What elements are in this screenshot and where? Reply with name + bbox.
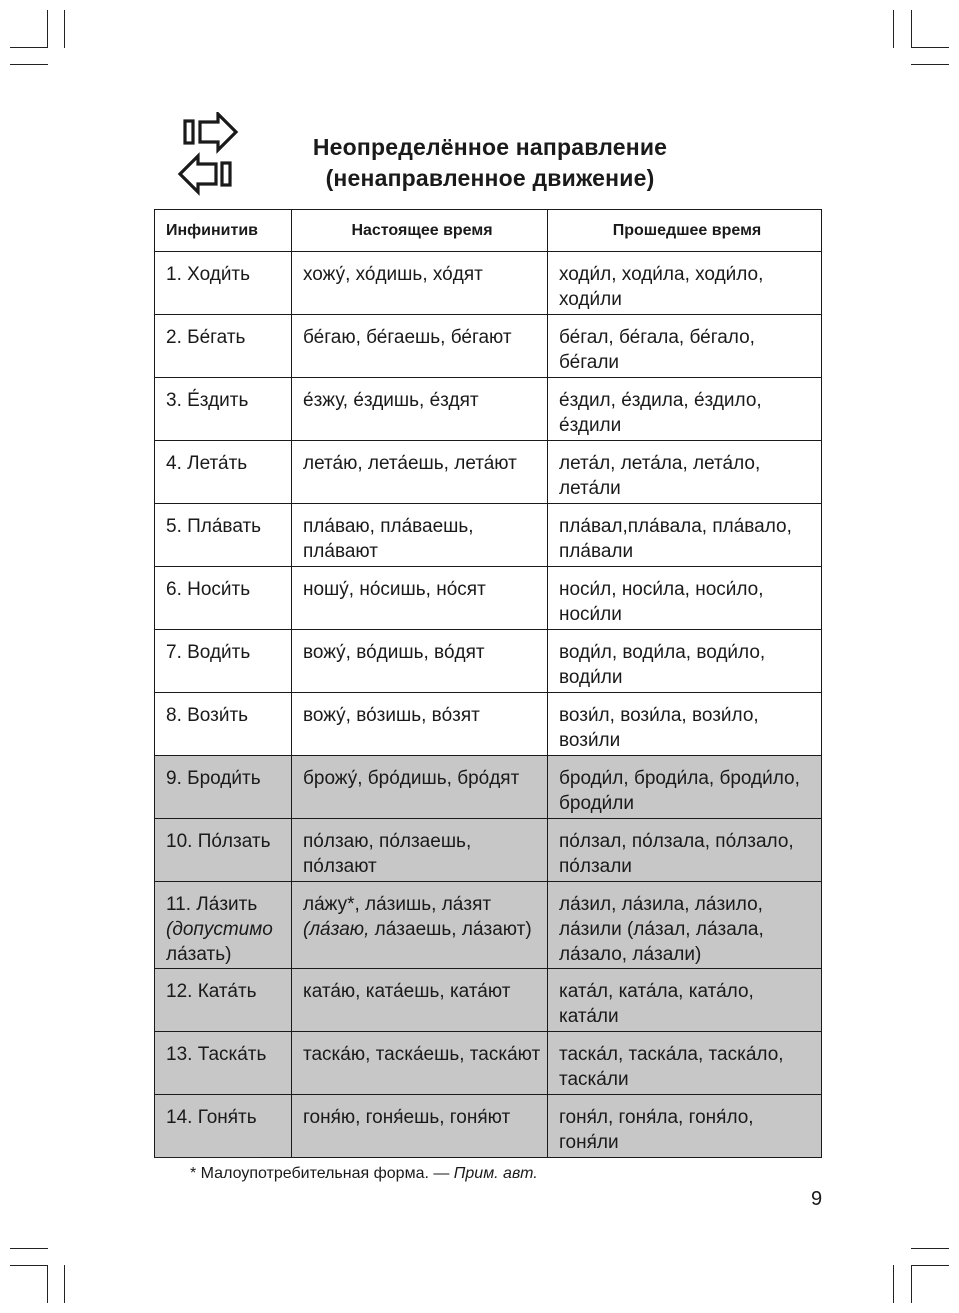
table-row	[155, 693, 822, 756]
cell-infinitive: 7. Води́ть	[155, 630, 292, 693]
header-present: Настоящее время	[292, 210, 548, 252]
cell-past: ката́л, ката́ла, ката́ло, ката́ли	[548, 969, 822, 1032]
table-row	[155, 567, 822, 630]
crop-mark	[10, 1248, 48, 1249]
header-past: Прошедшее время	[548, 210, 822, 252]
crop-mark	[911, 47, 949, 48]
cell-past: е́здил, е́здила, е́здило, е́здили	[548, 378, 822, 441]
bidirectional-arrows-icon	[176, 112, 240, 198]
present-text: ла́жу*, ла́зишь, ла́зят	[303, 894, 492, 915]
table-row	[155, 819, 822, 882]
cell-present: таска́ю, таска́ешь, таска́ют	[292, 1032, 548, 1095]
cell-past: лета́л, лета́ла, лета́ло, лета́ли	[548, 441, 822, 504]
crop-mark	[64, 1265, 65, 1303]
cell-past: таска́л, таска́ла, таска́ло, таска́ли	[548, 1032, 822, 1095]
crop-mark	[64, 10, 65, 48]
present-note: (ла́заю,	[303, 919, 370, 940]
footnote-author-note: Прим. авт.	[453, 1165, 538, 1182]
cell-past: броди́л, броди́ла, броди́ло, броди́ли	[548, 756, 822, 819]
cell-infinitive: 3. Е́здить	[155, 378, 292, 441]
cell-present: бе́гаю, бе́гаешь, бе́гают	[292, 315, 548, 378]
cell-infinitive: 13. Таска́ть	[155, 1032, 292, 1095]
cell-infinitive: 2. Бе́гать	[155, 315, 292, 378]
cell-present: ката́ю, ката́ешь, ката́ют	[292, 969, 548, 1032]
cell-infinitive: 8. Вози́ть	[155, 693, 292, 756]
cell-past: води́л, води́ла, води́ло, води́ли	[548, 630, 822, 693]
cell-past: носи́л, носи́ла, носи́ло, носи́ли	[548, 567, 822, 630]
cell-present: по́лзаю, по́лзаешь, по́лзают	[292, 819, 548, 882]
cell-infinitive: 12. Ката́ть	[155, 969, 292, 1032]
cell-past: гоня́л, гоня́ла, гоня́ло, гоня́ли	[548, 1095, 822, 1158]
crop-mark	[47, 10, 48, 48]
cell-present: брожу́, бро́дишь, бро́дят	[292, 756, 548, 819]
page-title	[260, 132, 720, 194]
crop-mark	[911, 64, 949, 65]
cell-infinitive: 10. По́лзать	[155, 819, 292, 882]
verb-conjugation-table	[154, 209, 822, 1158]
header-infinitive: Инфинитив	[155, 210, 292, 252]
page-number: 9	[811, 1188, 823, 1210]
cell-infinitive: 14. Гоня́ть	[155, 1095, 292, 1158]
table-row	[155, 504, 822, 567]
crop-mark	[893, 10, 894, 48]
cell-infinitive	[155, 882, 292, 969]
footnote-text: * Малоупотребительная форма. —	[190, 1165, 454, 1182]
cell-present: хожу́, хо́дишь, хо́дят	[292, 252, 548, 315]
crop-mark	[10, 64, 48, 65]
table-row	[155, 1032, 822, 1095]
crop-mark	[47, 1265, 48, 1303]
table-row	[155, 969, 822, 1032]
infinitive-note: (допустимо	[166, 919, 273, 940]
crop-mark	[911, 10, 912, 48]
cell-infinitive: 6. Носи́ть	[155, 567, 292, 630]
cell-present: е́зжу, е́здишь, е́здят	[292, 378, 548, 441]
cell-infinitive: 9. Броди́ть	[155, 756, 292, 819]
crop-mark	[911, 1265, 949, 1266]
cell-past: вози́л, вози́ла, вози́ло, вози́ли	[548, 693, 822, 756]
cell-past: ла́зил, ла́зила, ла́зило, ла́зили (ла́зал, ла́зала, ла́зало, ла́зали)	[548, 882, 822, 969]
cell-infinitive: 5. Пла́вать	[155, 504, 292, 567]
cell-infinitive: 1. Ходи́ть	[155, 252, 292, 315]
cell-past: ходи́л, ходи́ла, ходи́ло, ходи́ли	[548, 252, 822, 315]
present-note-rest: ла́заешь, ла́зают)	[374, 919, 532, 940]
cell-present: пла́ваю, пла́ваешь, пла́вают	[292, 504, 548, 567]
cell-present: лета́ю, лета́ешь, лета́ют	[292, 441, 548, 504]
crop-mark	[10, 1265, 48, 1266]
table-row	[155, 882, 822, 969]
cell-present: вожу́, во́зишь, во́зят	[292, 693, 548, 756]
title-line-2: (ненаправленное движение)	[325, 165, 655, 191]
cell-present: вожу́, во́дишь, во́дят	[292, 630, 548, 693]
table-row	[155, 441, 822, 504]
crop-mark	[911, 1265, 912, 1303]
table-header-row	[155, 210, 822, 252]
infinitive-text: 11. Ла́зить	[166, 894, 258, 915]
crop-mark	[893, 1265, 894, 1303]
table-row	[155, 315, 822, 378]
cell-present	[292, 882, 548, 969]
cell-past: пла́вал,пла́вала, пла́вало, пла́вали	[548, 504, 822, 567]
title-line-1: Неопределённое направление	[312, 134, 668, 160]
cell-present: гоня́ю, гоня́ешь, гоня́ют	[292, 1095, 548, 1158]
cell-present: ношу́, но́сишь, но́сят	[292, 567, 548, 630]
footnote	[190, 1164, 538, 1184]
table-row	[155, 252, 822, 315]
crop-mark	[10, 47, 48, 48]
cell-past: по́лзал, по́лзала, по́лзало, по́лзали	[548, 819, 822, 882]
table-row	[155, 1095, 822, 1158]
table-row	[155, 756, 822, 819]
footnote-rule	[154, 1157, 260, 1158]
cell-infinitive: 4. Лета́ть	[155, 441, 292, 504]
cell-past: бе́гал, бе́гала, бе́гало, бе́гали	[548, 315, 822, 378]
table-row	[155, 378, 822, 441]
table-row	[155, 630, 822, 693]
crop-mark	[911, 1248, 949, 1249]
infinitive-note-form: ла́зать)	[166, 944, 232, 965]
